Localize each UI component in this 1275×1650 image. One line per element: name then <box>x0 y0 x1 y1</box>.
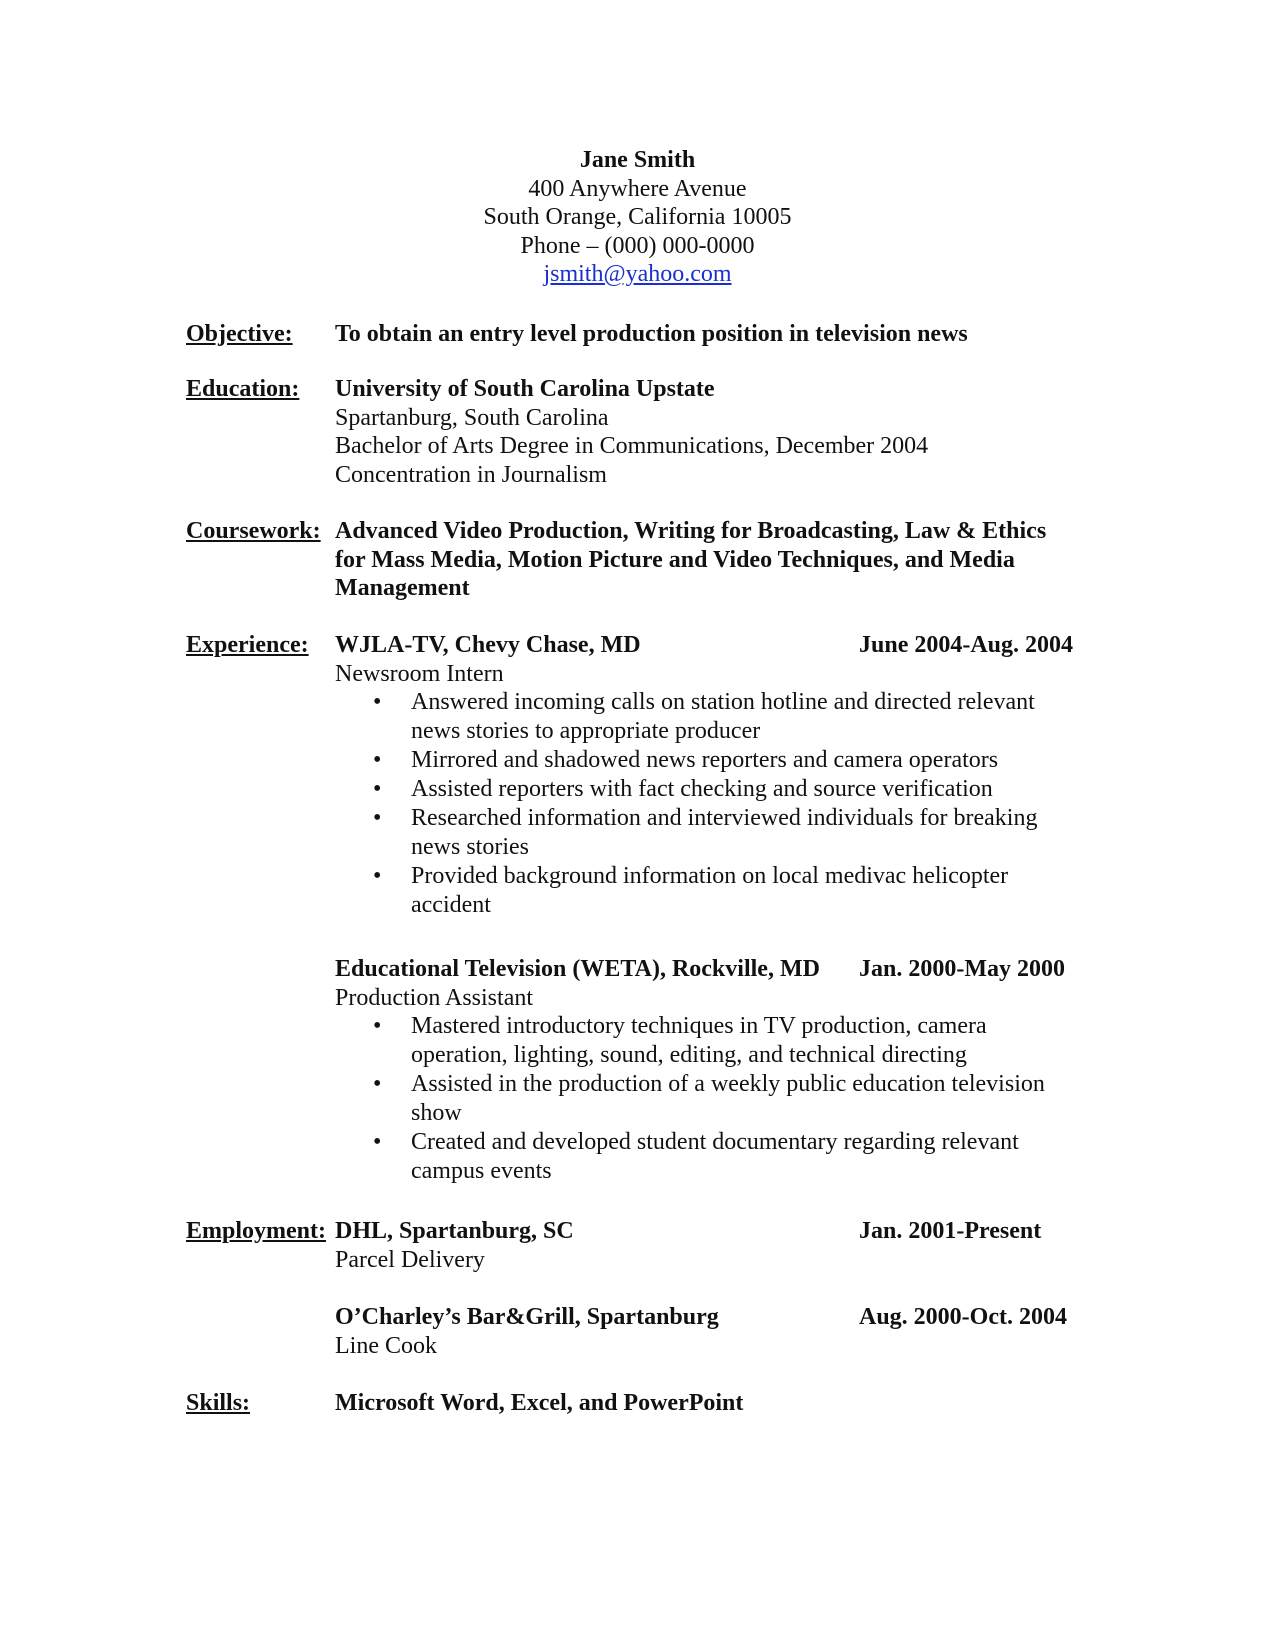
education-label: Education: <box>186 376 300 402</box>
list-item: • Researched information and interviewed individuals for breaking news stories <box>335 804 1071 862</box>
concentration: Concentration in Journalism <box>335 461 607 488</box>
list-item: • Provided background information on local medivac helicopter accident <box>335 862 1071 920</box>
job-title: Line Cook <box>335 1332 437 1359</box>
experience-job <box>335 955 1095 1186</box>
objective-label: Objective: <box>186 321 293 347</box>
coursework-line: for Mass Media, Motion Picture and Video Techniques, and Media <box>335 546 1015 573</box>
job-dates: Jan. 2000-May 2000 <box>859 956 1065 982</box>
list-item: • Answered incoming calls on station hotline and directed relevant news stories to appropriate producer <box>335 688 1071 746</box>
education-section <box>335 375 1095 489</box>
degree: Bachelor of Arts Degree in Communications, December 2004 <box>335 433 929 459</box>
job-dates: Jan. 2001-Present <box>859 1218 1042 1244</box>
street-address: 400 Anywhere Avenue <box>528 175 747 202</box>
job-dates: June 2004-Aug. 2004 <box>859 632 1074 658</box>
list-item: • Assisted in the production of a weekly public education television show <box>335 1070 1071 1128</box>
list-item: • Assisted reporters with fact checking and source verification <box>335 775 1071 804</box>
coursework-section <box>335 517 1095 603</box>
coursework-label: Coursework: <box>186 518 321 544</box>
job-title: Parcel Delivery <box>335 1246 485 1273</box>
job-employer: Educational Television (WETA), Rockville, MD <box>335 956 820 982</box>
school-name: University of South Carolina Upstate <box>335 376 715 402</box>
skills-label: Skills: <box>186 1390 251 1416</box>
contact-header <box>0 146 1275 289</box>
coursework-line: Advanced Video Production, Writing for Broadcasting, Law & Ethics <box>335 518 1047 544</box>
email-link[interactable]: jsmith@yahoo.com <box>543 261 732 287</box>
applicant-name: Jane Smith <box>579 147 696 173</box>
list-item: • Mastered introductory techniques in TV production, camera operation, lighting, sound, editing, and technical directing <box>335 1012 1071 1070</box>
school-location: Spartanburg, South Carolina <box>335 404 609 431</box>
job-duties <box>335 1012 1095 1186</box>
experience-job <box>335 631 1095 920</box>
job-dates: Aug. 2000-Oct. 2004 <box>859 1304 1067 1330</box>
job-employer: WJLA-TV, Chevy Chase, MD <box>335 632 641 658</box>
list-item: • Mirrored and shadowed news reporters and camera operators <box>335 746 1071 775</box>
objective-section <box>335 320 1095 349</box>
job-title: Production Assistant <box>335 984 534 1011</box>
job-title: Newsroom Intern <box>335 660 504 687</box>
coursework-line: Management <box>335 575 470 601</box>
city-state-zip: South Orange, California 10005 <box>483 204 792 230</box>
job-duties <box>335 688 1095 920</box>
job-employer: DHL, Spartanburg, SC <box>335 1218 574 1244</box>
employment-label: Employment: <box>186 1218 326 1244</box>
phone-number: Phone – (000) 000-0000 <box>520 232 755 259</box>
objective-text: To obtain an entry level production position in television news <box>335 321 968 347</box>
list-item: • Created and developed student documentary regarding relevant campus events <box>335 1128 1071 1186</box>
job-employer: O’Charley’s Bar&Grill, Spartanburg <box>335 1304 719 1330</box>
experience-label: Experience: <box>186 632 309 658</box>
skills-section <box>335 1389 1095 1418</box>
skills-text: Microsoft Word, Excel, and PowerPoint <box>335 1390 744 1416</box>
